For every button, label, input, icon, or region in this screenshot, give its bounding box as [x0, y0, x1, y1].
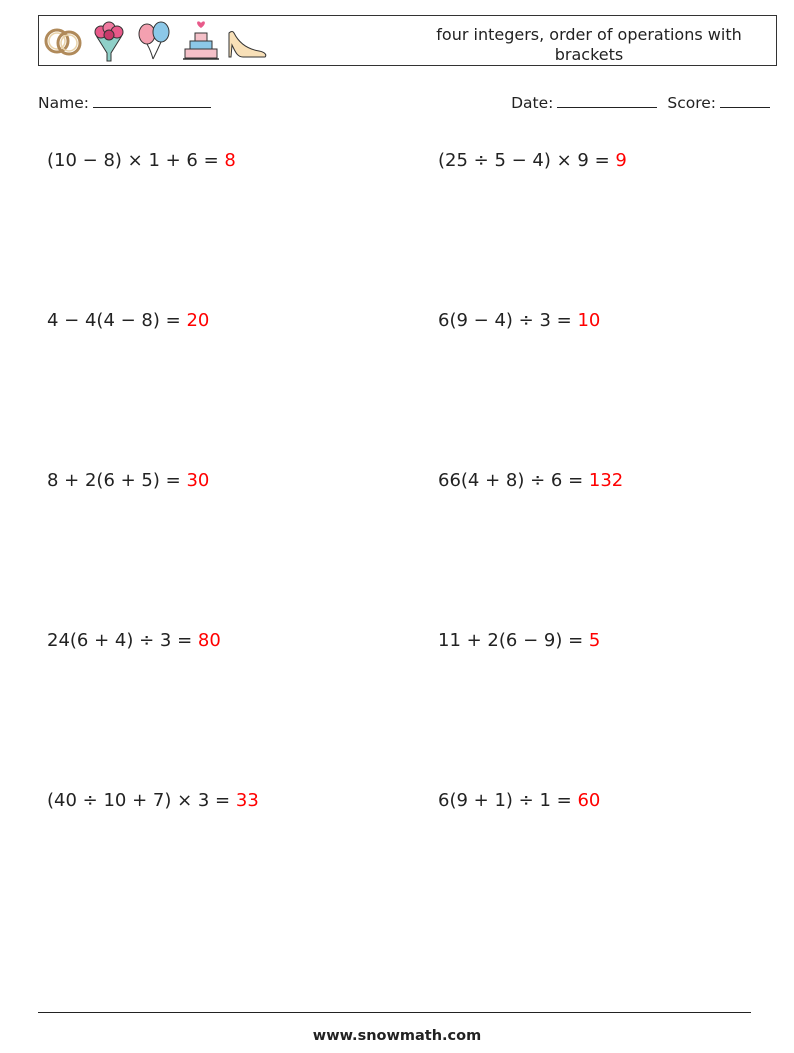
- date-score-fields: [511, 93, 770, 112]
- name-label: Name:: [38, 94, 89, 112]
- worksheet-header: [38, 15, 777, 66]
- problem-expression: 6(9 − 4) ÷ 3 =: [438, 310, 572, 331]
- name-field: [38, 93, 211, 112]
- problem-answer: 30: [186, 470, 210, 491]
- problem: [438, 790, 600, 811]
- problem-answer: 33: [235, 790, 259, 811]
- problem-answer: 5: [588, 630, 601, 651]
- high-heel-shoe-icon: [225, 19, 269, 63]
- problem-answer: 8: [224, 150, 236, 171]
- header-icons: [41, 18, 269, 64]
- problem-answer: 132: [588, 470, 624, 491]
- problem-expression: 11 + 2(6 − 9) =: [438, 630, 584, 651]
- date-label: Date:: [511, 94, 554, 112]
- problem: [47, 630, 221, 651]
- problem-answer: 20: [186, 310, 210, 331]
- problem-expression: 66(4 + 8) ÷ 6 =: [438, 470, 584, 491]
- problem-expression: 6(9 + 1) ÷ 1 =: [438, 790, 572, 811]
- score-field: [667, 93, 770, 112]
- footer-divider: [38, 1012, 751, 1013]
- balloons-icon: [133, 19, 177, 63]
- problem: [47, 790, 259, 811]
- problem-expression: 4 − 4(4 − 8) =: [47, 310, 181, 331]
- score-label: Score:: [667, 94, 716, 112]
- problem-expression: (25 ÷ 5 − 4) × 9 =: [438, 150, 610, 171]
- problem-expression: 24(6 + 4) ÷ 3 =: [47, 630, 193, 651]
- score-blank[interactable]: [720, 93, 770, 108]
- problem-answer: 80: [197, 630, 221, 651]
- problem-expression: 8 + 2(6 + 5) =: [47, 470, 181, 491]
- problem: [438, 310, 600, 331]
- problem-expression: (40 ÷ 10 + 7) × 3 =: [47, 790, 231, 811]
- date-field: [511, 93, 657, 112]
- wedding-cake-icon: [179, 19, 223, 63]
- bouquet-icon: [87, 19, 131, 63]
- problem: [438, 470, 623, 491]
- problem-expression: (10 − 8) × 1 + 6 =: [47, 150, 219, 171]
- date-blank[interactable]: [557, 93, 657, 108]
- problem: [47, 150, 236, 171]
- problem: [438, 150, 627, 171]
- name-blank[interactable]: [93, 93, 211, 108]
- problem: [47, 470, 209, 491]
- problem-answer: 60: [577, 790, 601, 811]
- worksheet-title: four integers, order of operations with brackets: [436, 25, 742, 64]
- problem-answer: 10: [577, 310, 601, 331]
- rings-icon: [41, 19, 85, 63]
- footer-url[interactable]: www.snowmath.com: [312, 1028, 482, 1044]
- problem: [438, 630, 600, 651]
- problem-answer: 9: [615, 150, 627, 171]
- problem: [47, 310, 209, 331]
